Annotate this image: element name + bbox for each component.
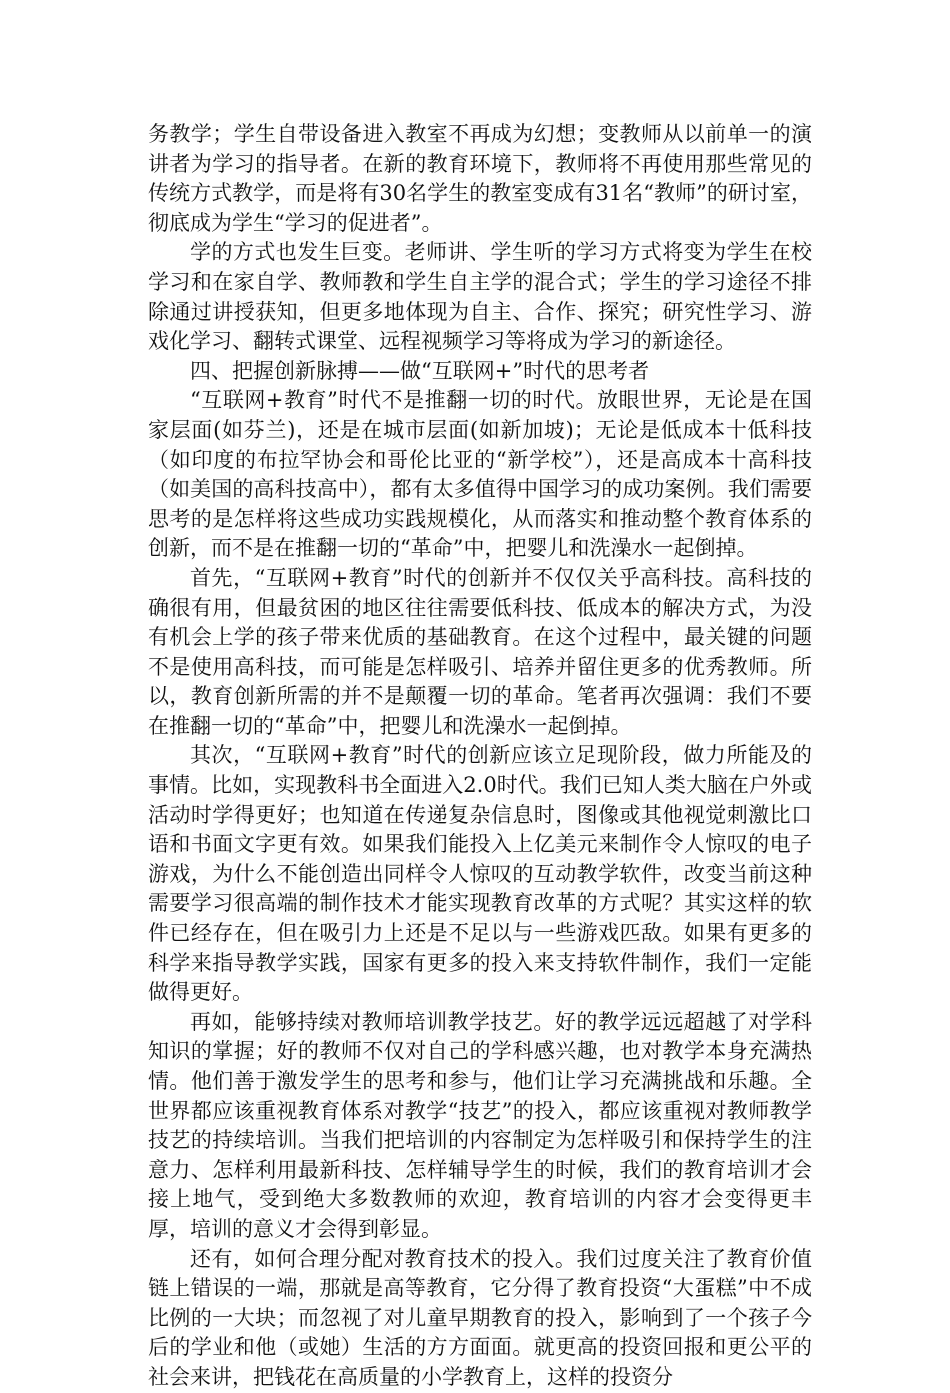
- document-page: [148, 120, 812, 1393]
- paragraph-not-overturn: “互联网+教育”时代不是推翻一切的时代。放眼世界，无论是在国家层面(如芬兰)，还是在城市层面(如新加坡)；无论是低成本十低科技（如印度的布拉罕协会和哥伦比亚的“新学校”），还是高成本十高科技（如美国的高科技高中），都有太多值得中国学习的成功案例。我们需要思考的是怎样将这些成功实践规模化，从而落实和推动整个教育体系的创新，而不是在推翻一切的“革命”中，把婴儿和洗澡水一起倒掉。: [148, 388, 812, 561]
- section-heading: 四、把握创新脉搏——做“互联网+”时代的思考者: [190, 358, 650, 383]
- paragraph-teacher-training: 再如，能够持续对教师培训教学技艺。好的教学远远超越了对学科知识的掌握；好的教师不仅对自己的学科感兴趣，也对教学本身充满热情。他们善于激发学生的思考和参与，他们让学习充满挑战和乐趣。全世界都应该重视教育体系对教学“技艺”的投入，都应该重视对教师教学技艺的持续培训。当我们把培训的内容制定为怎样吸引和保持学生的注意力、怎样利用最新科技、怎样辅导学生的时候，我们的教育培训才会接上地气，受到绝大多数教师的欢迎，教育培训的内容才会变得更丰厚，培训的意义才会得到彰显。: [148, 1009, 812, 1241]
- paragraph-investment: 还有，如何合理分配对教育技术的投入。我们过度关注了教育价值链上错误的一端，那就是高等教育，它分得了教育投资“大蛋糕”中不成比例的一大块；而忽视了对儿童早期教育的投入，影响到了一个孩子今后的学业和他（或她）生活的方方面面。就更高的投资回报和更公平的社会来讲，把钱花在高质量的小学教育上，这样的投资分: [148, 1246, 812, 1389]
- paragraph-first-point: 首先，“互联网+教育”时代的创新并不仅仅关乎高科技。高科技的确很有用，但最贫困的地区往往需要低科技、低成本的解决方式，为没有机会上学的孩子带来优质的基础教育。在这个过程中，最关键的问题不是使用高科技，而可能是怎样吸引、培养并留住更多的优秀教师。所以，教育创新所需的并不是颠覆一切的革命。笔者再次强调：我们不要在推翻一切的“革命”中，把婴儿和洗澡水一起倒掉。: [148, 565, 812, 738]
- paragraph-continuation: 务教学；学生自带设备进入教室不再成为幻想；变教师从以前单一的演讲者为学习的指导者。在新的教育环境下，教师将不再使用那些常见的传统方式教学，而是将有30名学生的教室变成有31名“教师”的研讨室，彻底成为学生“学习的促进者”。: [148, 122, 812, 235]
- paragraph-learning-methods: 学的方式也发生巨变。老师讲、学生听的学习方式将变为学生在校学习和在家自学、教师教和学生自主学的混合式；学生的学习途径不排除通过讲授获知，但更多地体现为自主、合作、探究；研究性学习、游戏化学习、翻转式课堂、远程视频学习等将成为学习的新途径。: [148, 240, 812, 354]
- paragraph-second-point: 其次，“互联网+教育”时代的创新应该立足现阶段，做力所能及的事情。比如，实现教科书全面进入2.0时代。我们已知人类大脑在户外或活动时学得更好；也知道在传递复杂信息时，图像或其他视觉刺激比口语和书面文字更有效。如果我们能投入上亿美元来制作令人惊叹的电子游戏，为什么不能创造出同样令人惊叹的互动教学软件，改变当前这种需要学习很高端的制作技术才能实现教育改革的方式呢？其实这样的软件已经存在，但在吸引力上还是不足以与一些游戏匹敌。如果有更多的科学来指导教学实践，国家有更多的投入来支持软件制作，我们一定能做得更好。: [148, 743, 812, 1005]
